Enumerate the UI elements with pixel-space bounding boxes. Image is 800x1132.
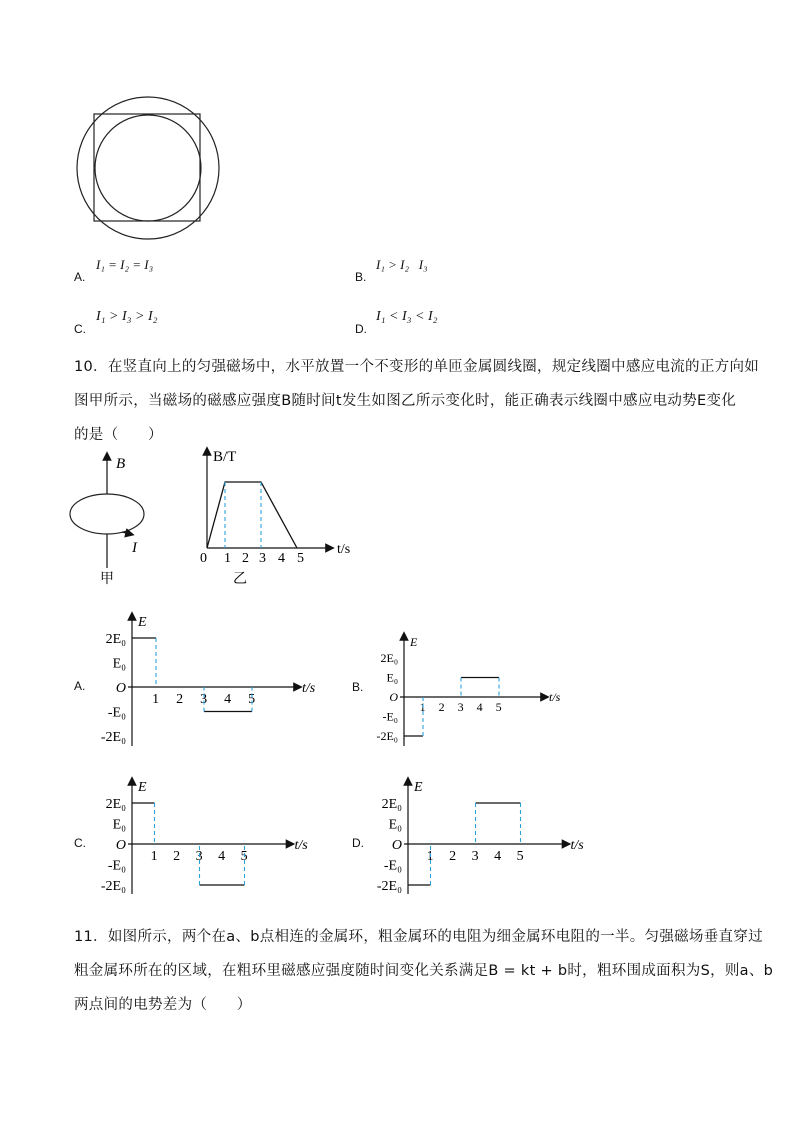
fig-yi-tick-0: 0	[200, 551, 207, 566]
e-tick-label: -E₀	[107, 705, 126, 721]
t-axis-label: t/s	[302, 680, 316, 696]
t-tick-label: 2	[176, 692, 184, 707]
q9-option-a-formula: I₁ = I₂ = I₃	[96, 257, 154, 272]
t-tick-label: 3	[200, 692, 208, 707]
fig-yi-x-label: t/s	[337, 542, 351, 557]
e-tick-label: 2E₀	[381, 796, 402, 812]
t-tick-label: 4	[218, 849, 226, 864]
t-axis-label: t/s	[570, 837, 584, 853]
fig-yi-caption: 乙	[233, 572, 247, 585]
t-tick-label: 5	[240, 849, 248, 864]
q9-option-d-letter[interactable]: D.	[355, 322, 367, 336]
t-tick-label: 1	[419, 700, 426, 714]
e-tick-label: -2E₀	[100, 878, 126, 894]
q9-option-c-letter[interactable]: C.	[74, 322, 86, 336]
e-tick-label: 2E₀	[380, 651, 398, 666]
origin-label: O	[391, 837, 402, 853]
q10-option-b[interactable]: B.	[352, 680, 364, 694]
e-tick-label: E₀	[112, 656, 126, 672]
e-axis-label: E	[414, 780, 423, 795]
q10-stem-line2: 图甲所示，当磁场的磁感应强度B随时间t发生如图乙所示变化时，能正确表示线圈中感应电动势E变化	[74, 393, 737, 409]
t-tick-label: 2	[449, 849, 457, 864]
origin-label: O	[389, 690, 398, 705]
q9-option-b-letter[interactable]: B.	[355, 270, 367, 284]
b-t-curve	[207, 482, 297, 548]
q10-stem-line1: 10．在竖直向上的匀强磁场中，水平放置一个不变形的单匝金属圆线圈，规定线圈中感应电流的正方向如	[74, 359, 760, 375]
option-b-graph	[364, 625, 564, 750]
t-axis-label: t/s	[294, 837, 308, 853]
fig-yi-tick-1: 1	[224, 551, 231, 566]
e-tick-label: E₀	[388, 817, 402, 833]
t-tick-label: 1	[426, 849, 434, 864]
q9-option-c-formula: I₁ > I₃ > I₂	[96, 309, 158, 324]
q9-figure	[70, 93, 230, 243]
q10-option-a[interactable]: A.	[74, 679, 86, 693]
q10-option-d[interactable]: D.	[352, 836, 364, 850]
option-d-graph	[364, 762, 596, 894]
e-axis-label: E	[410, 635, 418, 649]
t-tick-label: 4	[224, 692, 232, 707]
fig-yi-tick-3: 3	[259, 551, 266, 566]
t-tick-label: 1	[150, 849, 158, 864]
q10-fig-yi	[195, 445, 370, 585]
t-tick-label: 5	[248, 692, 256, 707]
t-tick-label: 2	[438, 700, 445, 714]
t-tick-label: 3	[457, 700, 464, 714]
q11-stem-line3: 两点间的电势差为（ ）	[74, 997, 252, 1013]
q11-stem-line2: 粗金属环所在的区域，在粗环里磁感应强度随时间变化关系满足B = kt + b时，粗环围成面积为S，则a、b	[74, 963, 774, 979]
origin-label: O	[115, 837, 126, 853]
fig-jia-caption: 甲	[100, 572, 114, 587]
e-tick-label: -E₀	[383, 858, 402, 874]
t-tick-label: 3	[195, 849, 203, 864]
t-tick-label: 5	[495, 700, 502, 714]
e-tick-label: -2E₀	[376, 878, 402, 894]
option-c-graph	[88, 762, 320, 894]
fig-yi-tick-2: 2	[242, 551, 249, 566]
q10-option-c[interactable]: C.	[74, 836, 86, 850]
t-tick-label: 5	[516, 849, 524, 864]
e-tick-label: 2E₀	[105, 631, 126, 647]
fig-yi-tick-5: 5	[297, 551, 304, 566]
fig-yi-tick-4: 4	[278, 551, 285, 566]
option-a-graph	[88, 602, 320, 752]
e-tick-label: E₀	[112, 817, 126, 833]
q10-fig-jia	[60, 448, 170, 588]
t-tick-label: 4	[494, 849, 502, 864]
fig-yi-y-label: B/T	[213, 449, 237, 465]
e-tick-label: E₀	[386, 670, 398, 685]
q11-stem-line1: 11．如图所示，两个在a、b点相连的金属环，粗金属环的电阻为细金属环电阻的一半。匀强磁场垂直穿过	[74, 929, 763, 945]
e-tick-label: -2E₀	[376, 729, 398, 744]
e-tick-label: -E₀	[107, 858, 126, 874]
t-tick-label: 1	[152, 692, 160, 707]
fig-jia-i-label: I	[132, 540, 137, 556]
e-axis-label: E	[138, 615, 147, 630]
t-tick-label: 4	[476, 700, 483, 714]
e-axis-label: E	[138, 780, 147, 795]
origin-label: O	[115, 680, 126, 696]
t-tick-label: 2	[173, 849, 181, 864]
e-tick-label: -E₀	[382, 709, 398, 724]
e-tick-label: -2E₀	[100, 729, 126, 745]
t-tick-label: 3	[471, 849, 479, 864]
q10-stem-line3: 的是（ ）	[74, 427, 163, 443]
t-axis-label: t/s	[549, 690, 561, 705]
q9-option-d-formula: I₁ < I₃ < I₂	[376, 309, 438, 324]
e-tick-label: 2E₀	[105, 796, 126, 812]
fig-jia-b-label: B	[116, 456, 126, 472]
q9-option-b-formula: I₁ > I₂ I₃	[376, 257, 428, 272]
q9-option-a-letter[interactable]: A.	[74, 270, 86, 284]
